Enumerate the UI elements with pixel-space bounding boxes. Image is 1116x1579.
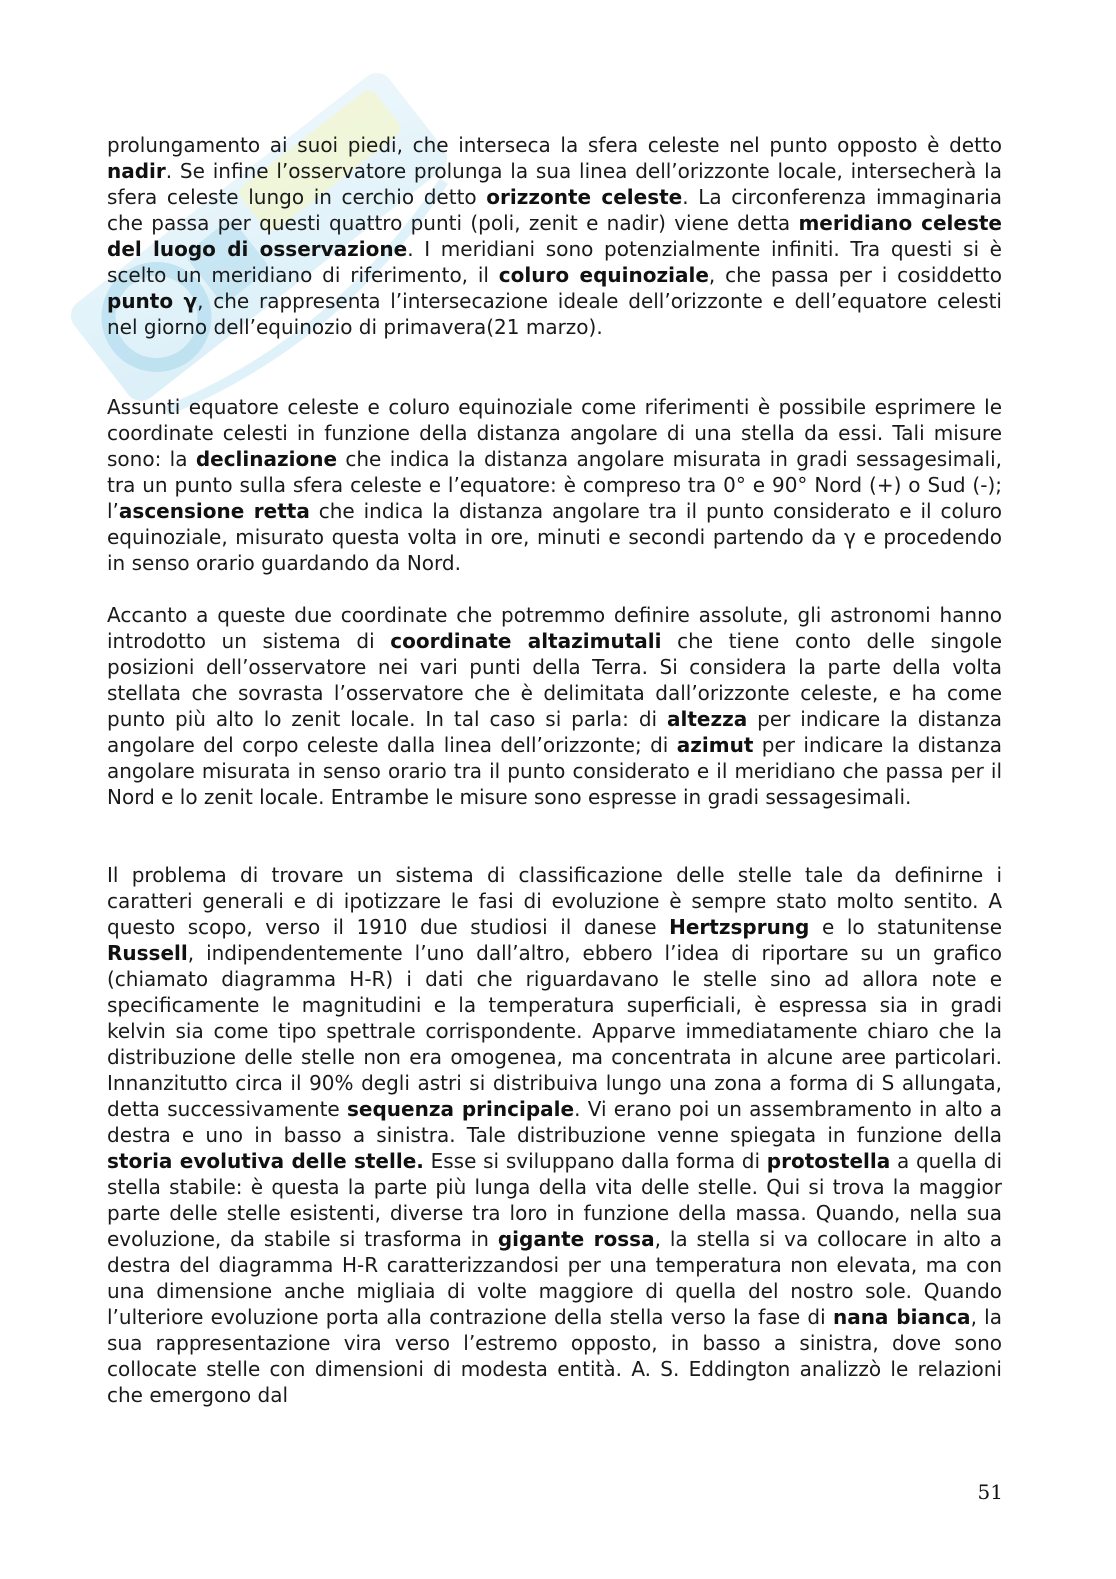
bold-term: azimut	[676, 733, 754, 757]
bold-term: nadir	[107, 159, 166, 183]
bold-term: declinazione	[195, 447, 338, 471]
bold-term: gigante rossa	[497, 1227, 655, 1251]
text-run: a quella di stella stabile: è questa la parte più lunga della vita delle stelle. Qui si trova la maggior parte delle stelle esistenti, diverse tra loro in funzione della massa. Quando, nella sua evoluzione, da stabile si trasforma in	[107, 1149, 1003, 1251]
text-run: . I meridiani sono potenzialmente infiniti. Tra questi si è scelto un meridiano di riferimento, il	[107, 237, 1002, 287]
bold-term: sequenza principale	[347, 1097, 575, 1121]
bold-term: nana bianca	[832, 1305, 971, 1329]
text-run: che indica la distanza angolare tra il punto considerato e il coluro equinoziale, misurato questa volta in ore, minuti e secondi partendo da γ e procedendo in senso orario guardando da Nord.	[107, 499, 1002, 575]
text-run: che tiene conto delle singole posizioni dell’osservatore nei vari punti della Terra. Si considera la parte della volta stellata che sovrasta l’osservatore che è delimitata dall’orizzonte celeste, e ha come punto più alto lo zenit locale. In tal caso si parla: di	[107, 629, 1003, 731]
text-run: che indica la distanza angolare misurata in gradi sessagesimali, tra un punto sulla sfera celeste e l’equatore: è compreso tra 0° e 90° Nord (+) o Sud (-); l’	[107, 447, 1002, 523]
bold-term: Russell	[107, 941, 188, 965]
text-run: Assunti equatore celeste e coluro equinoziale come riferimenti è possibile esprimere le coordinate celesti in funzione della distanza angolare di una stella da essi. Tali misure sono: la	[107, 395, 1002, 471]
bold-term: ascensione retta	[118, 499, 310, 523]
text-run: . Vi erano poi un assembramento in alto a destra e uno in basso a sinistra. Tale distribuzione venne spiegata in funzione della	[107, 1097, 1002, 1147]
bold-term: protostella	[766, 1149, 891, 1173]
paragraph-2	[107, 394, 1002, 576]
text-run: , indipendentemente l’uno dall’altro, ebbero l’idea di riportare su un grafico (chiamato diagramma H-R) i dati che riguardavano le stelle sino ad allora note e specificamente le magnitudini e la temperatura superficiali, è espressa sia in gradi kelvin sia come tipo spettrale corrispondente. Apparve immediatamente chiaro che la distribuzione delle stelle non era omogenea, ma concentrata in alcune aree particolari. Innanzitutto circa il 90% degli astri si distribuiva lungo una zona a forma di S allungata, detta successivamente	[107, 941, 1002, 1121]
text-run: Il problema di trovare un sistema di classificazione delle stelle tale da definirne i caratteri generali e di ipotizzare le fasi di evoluzione è sempre stato molto sentito. A questo scopo, verso il 1910 due studiosi il danese	[107, 863, 1002, 939]
text-run: per indicare la distanza angolare misurata in senso orario tra il punto considerato e il meridiano che passa per il Nord e lo zenit locale. Entrambe le misure sono espresse in gradi sessagesimali.	[107, 733, 1002, 809]
bold-term: punto γ	[107, 289, 198, 313]
text-run: prolungamento ai suoi piedi, che interseca la sfera celeste nel punto opposto è detto	[107, 133, 1002, 157]
text-run: per indicare la distanza angolare del corpo celeste dalla linea dell’orizzonte; di	[107, 707, 1002, 757]
text-run: e lo statunitense	[809, 915, 1002, 939]
bold-term: coluro equinoziale	[498, 263, 709, 287]
bold-term: coordinate altazimutali	[390, 629, 662, 653]
bold-term: storia evolutiva delle stelle.	[107, 1149, 424, 1173]
text-run: , la sua rappresentazione vira verso l’estremo opposto, in basso a sinistra, dove sono collocate stelle con dimensioni di modesta entità. A. S. Eddington analizzò le relazioni che emergono dal	[107, 1305, 1002, 1407]
text-run: Accanto a queste due coordinate che potremmo definire assolute, gli astronomi hanno introdotto un sistema di	[107, 603, 1002, 653]
text-run: , la stella si va collocare in alto a destra del diagramma H-R caratterizzandosi per una temperatura non elevata, ma con una dimensione anche migliaia di volte maggiore di quella del nostro sole. Quando l’ulteriore evoluzione porta alla contrazione della stella verso la fase di	[107, 1227, 1002, 1329]
paragraph-1	[107, 132, 1002, 340]
text-run: Esse si sviluppano dalla forma di	[423, 1149, 767, 1173]
text-run: . Se infine l’osservatore prolunga la sua linea dell’orizzonte locale, intersecherà la sfera celeste lungo in cerchio detto	[107, 159, 1002, 209]
text-run: , che rappresenta l’intersecazione ideale dell’orizzonte e dell’equatore celesti nel giorno dell’equinozio di primavera(21 marzo).	[107, 289, 1002, 339]
bold-term: orizzonte celeste	[486, 185, 683, 209]
paragraph-3	[107, 602, 1002, 810]
text-run: , che passa per i cosiddetto	[708, 263, 1002, 287]
bold-term: meridiano celeste del luogo di osservazione	[107, 211, 1002, 261]
page-number: 51	[977, 1480, 1003, 1504]
text-run: . La circonferenza immaginaria che passa per questi quattro punti (poli, zenit e nadir) viene detta	[107, 185, 1002, 235]
bold-term: altezza	[666, 707, 748, 731]
bold-term: Hertzsprung	[669, 915, 810, 939]
paragraph-4	[107, 862, 1002, 1408]
